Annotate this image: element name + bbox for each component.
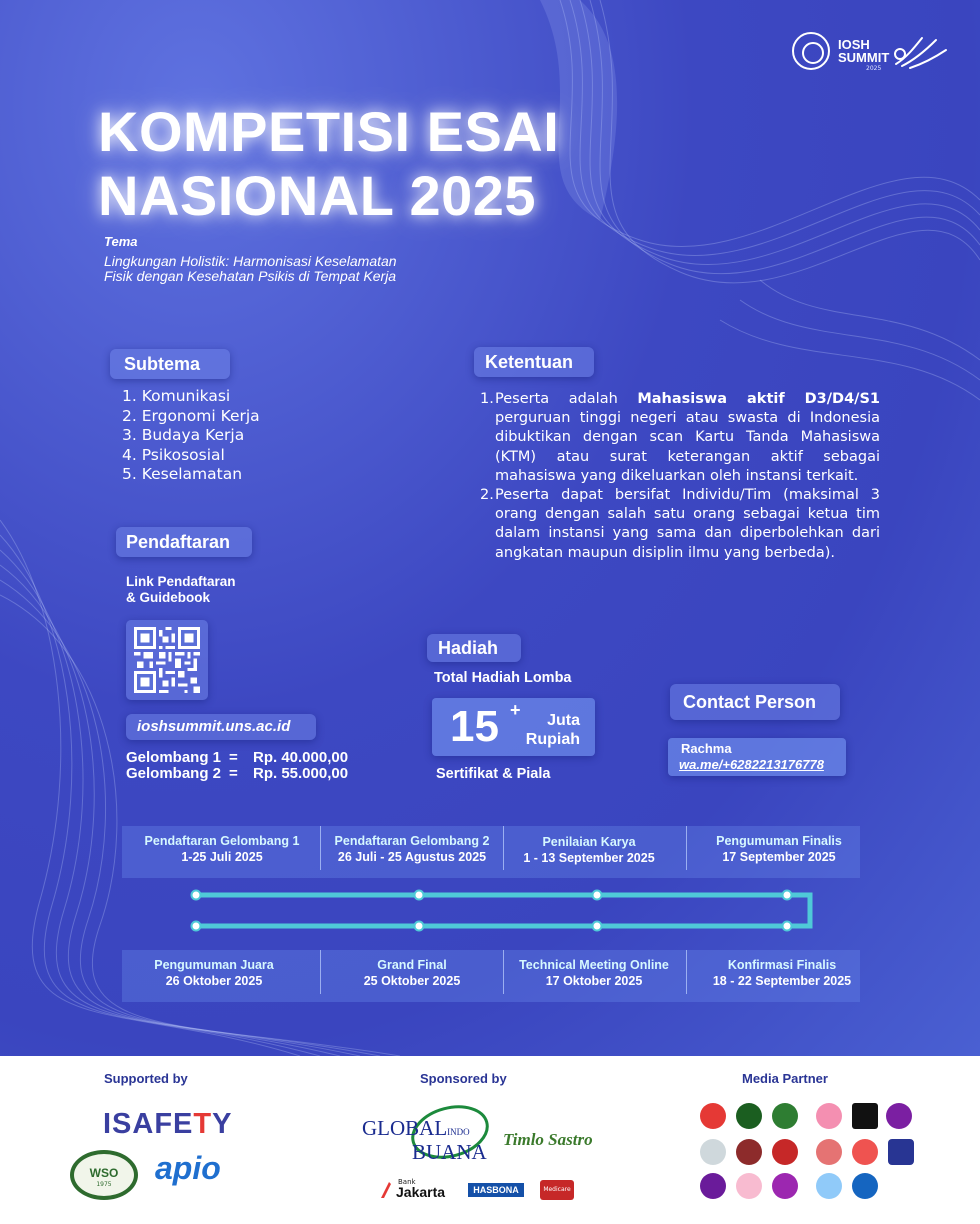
media-partner-logo [772, 1103, 798, 1129]
media-partner-logo [852, 1139, 878, 1165]
isafety-logo-part-3: Y [212, 1108, 233, 1140]
timeline-item-pengumuman-juara [122, 958, 306, 989]
title-line-1: KOMPETISI ESAI [98, 100, 560, 163]
media-partner-logo [736, 1103, 762, 1129]
timeline-item-technical-meeting [502, 958, 686, 989]
apio-logo: apio [155, 1150, 221, 1186]
registration-link-label-2: & Guidebook [126, 590, 210, 605]
media-partner-logo [736, 1139, 762, 1165]
timeline-date: 17 Oktober 2025 [545, 973, 643, 988]
university-seal-icon [792, 32, 830, 70]
media-partner-logo [700, 1173, 726, 1199]
media-partner-logo [736, 1173, 762, 1199]
list-number: 1. [480, 391, 494, 407]
bank-jakarta-small: Bank [398, 1178, 416, 1186]
timeline-item-pendaftaran-1 [130, 834, 314, 865]
ketentuan-text-1 [495, 390, 880, 486]
fee-value: Rp. 40.000,00 [253, 749, 349, 766]
timeline-item-pengumuman-finalis [687, 834, 871, 865]
fee-value: Rp. 55.000,00 [253, 765, 349, 782]
prize-unit-2: Rupiah [525, 731, 580, 748]
media-partner-logo [886, 1103, 912, 1129]
contact-heading: Contact Person [670, 684, 840, 720]
contact-name: Rachma [681, 741, 732, 756]
pendaftaran-heading: Pendaftaran [116, 527, 252, 557]
registration-link-label [126, 574, 236, 606]
qr-code-icon [134, 627, 200, 693]
certificate-label: Sertifikat & Piala [436, 766, 551, 782]
medicare-logo: Medicare [540, 1180, 574, 1200]
media-partner-logo [852, 1173, 878, 1199]
fee-row-2 [126, 766, 348, 782]
timeline-date: 17 September 2025 [722, 849, 836, 864]
sponsored-by-heading: Sponsored by [420, 1071, 507, 1086]
timeline-title: Technical Meeting Online [519, 958, 669, 972]
timeline-date: 26 Oktober 2025 [165, 973, 263, 988]
timeline-title: Konfirmasi Finalis [727, 958, 837, 972]
isafety-logo [103, 1108, 232, 1141]
fee-label: Gelombang 2 [126, 765, 222, 782]
tema-text [104, 254, 397, 284]
wso-logo [70, 1150, 138, 1200]
media-partner-logo [888, 1139, 914, 1165]
timeline-date: 1-25 Juli 2025 [181, 849, 263, 864]
timeline-title: Pengumuman Juara [154, 958, 274, 972]
media-partner-logo [816, 1103, 842, 1129]
hasbona-logo: HASBONA [468, 1183, 524, 1197]
contact-whatsapp-link[interactable]: wa.me/+6282213176778 [679, 757, 824, 772]
contact-card [668, 738, 846, 776]
global-text: GLOBAL [362, 1116, 448, 1140]
list-item: 5. Keselamatan [122, 465, 243, 483]
bank-jakarta-icon [378, 1182, 392, 1198]
media-partner-logo [700, 1103, 726, 1129]
list-item: 2. Ergonomi Kerja [122, 406, 260, 425]
fee-list [126, 750, 348, 782]
total-prize-label: Total Hadiah Lomba [434, 670, 572, 686]
timeline-item-penilaian [497, 835, 681, 866]
bank-jakarta-text: Jakarta [396, 1184, 446, 1200]
indo-text: INDO [447, 1127, 470, 1137]
ketentuan-list [480, 390, 880, 563]
media-partner-logo [700, 1139, 726, 1165]
ketentuan-text-pre: Peserta adalah [495, 391, 638, 407]
media-partner-logo [772, 1139, 798, 1165]
timeline-date: 18 - 22 September 2025 [712, 973, 852, 988]
prize-amount-box [432, 698, 595, 756]
ketentuan-text-post: perguruan tinggi negeri atau swasta di Indonesia dibuktikan dengan scan Kartu Tanda Mahasiswa (KTM) atau surat keterangan aktif sebagai mahasiswa yang dikeluarkan oleh instansi terkait. [495, 410, 880, 484]
media-partner-logo [852, 1103, 878, 1129]
timeline-title: Penilaian Karya [542, 835, 636, 849]
prize-amount: 15 [450, 702, 499, 751]
prize-plus: + [510, 700, 521, 720]
timeline-item-grand-final [320, 958, 504, 989]
hadiah-heading: Hadiah [427, 634, 521, 662]
isafety-logo-part-2: T [193, 1108, 213, 1140]
media-partner-logo [816, 1173, 842, 1199]
list-item [480, 486, 880, 563]
iosh-summit-logo [792, 30, 952, 74]
global-indo-buana-logo [362, 1118, 492, 1162]
timeline-title: Pendaftaran Gelombang 1 [144, 834, 300, 848]
isafety-logo-part-1: ISAFE [103, 1108, 194, 1140]
tema-line-1: Lingkungan Holistik: Harmonisasi Keselamatan [104, 253, 397, 269]
supported-by-heading: Supported by [104, 1071, 188, 1086]
ketentuan-heading: Ketentuan [474, 347, 594, 377]
tema-line-2: Fisik dengan Kesehatan Psikis di Tempat Kerja [104, 268, 397, 284]
bank-jakarta-logo [378, 1178, 458, 1202]
timeline-item-pendaftaran-2 [320, 834, 504, 865]
timeline-item-konfirmasi-finalis [690, 958, 874, 989]
fee-row-1 [126, 750, 348, 766]
prize-unit [516, 711, 580, 749]
registration-website-link[interactable]: ioshsummit.uns.ac.id [126, 714, 316, 740]
timeline-title: Pendaftaran Gelombang 2 [334, 834, 490, 848]
tema-label: Tema [104, 234, 138, 249]
wso-logo-text: WSO [89, 1166, 119, 1180]
timlo-sastro-logo: Timlo Sastro [503, 1130, 593, 1149]
fee-equals: = [229, 765, 238, 782]
list-item: 4. Psikososial [122, 445, 225, 464]
timeline-divider [686, 950, 687, 994]
media-partner-logos [700, 1103, 920, 1199]
prize-unit-1: Juta [547, 712, 580, 729]
buana-text: BUANA [412, 1140, 487, 1164]
list-item [480, 390, 880, 486]
list-item: 3. Budaya Kerja [122, 426, 245, 444]
fee-equals: = [229, 749, 238, 766]
timeline-date: 26 Juli - 25 Agustus 2025 [337, 849, 487, 864]
fee-label: Gelombang 1 [126, 749, 222, 766]
event-name: IOSH SUMMIT [838, 37, 890, 65]
media-partner-heading: Media Partner [742, 1071, 828, 1086]
timeline-title: Pengumuman Finalis [716, 834, 842, 848]
list-number: 2. [480, 487, 494, 504]
ketentuan-text-bold: Mahasiswa aktif D3/D4/S1 [637, 391, 881, 407]
bird-emblem-icon [892, 30, 950, 72]
subtema-list [122, 387, 260, 485]
timeline-date: 25 Oktober 2025 [363, 973, 461, 988]
list-item: 1. Komunikasi [122, 387, 231, 405]
registration-qr-code[interactable] [126, 620, 208, 700]
ketentuan-text-2: Peserta dapat bersifat Individu/Tim (maksimal 3 orang dengan salah satu orang sebagai ketua tim dalam instansi yang sama dan diperbolehkan dari angkatan maupun disiplin ilmu yang berbeda). [495, 487, 880, 561]
timeline-date: 1 - 13 September 2025 [523, 850, 655, 865]
page-title [98, 100, 559, 228]
wso-logo-year: 1975 [96, 1181, 112, 1188]
timeline-title: Grand Final [377, 958, 447, 972]
registration-link-label-1: Link Pendaftaran [126, 574, 236, 589]
event-year: 2025 [866, 65, 882, 72]
subtema-heading: Subtema [110, 349, 230, 379]
media-partner-logo [772, 1173, 798, 1199]
media-partner-logo [816, 1139, 842, 1165]
title-line-2: NASIONAL 2025 [98, 164, 537, 227]
